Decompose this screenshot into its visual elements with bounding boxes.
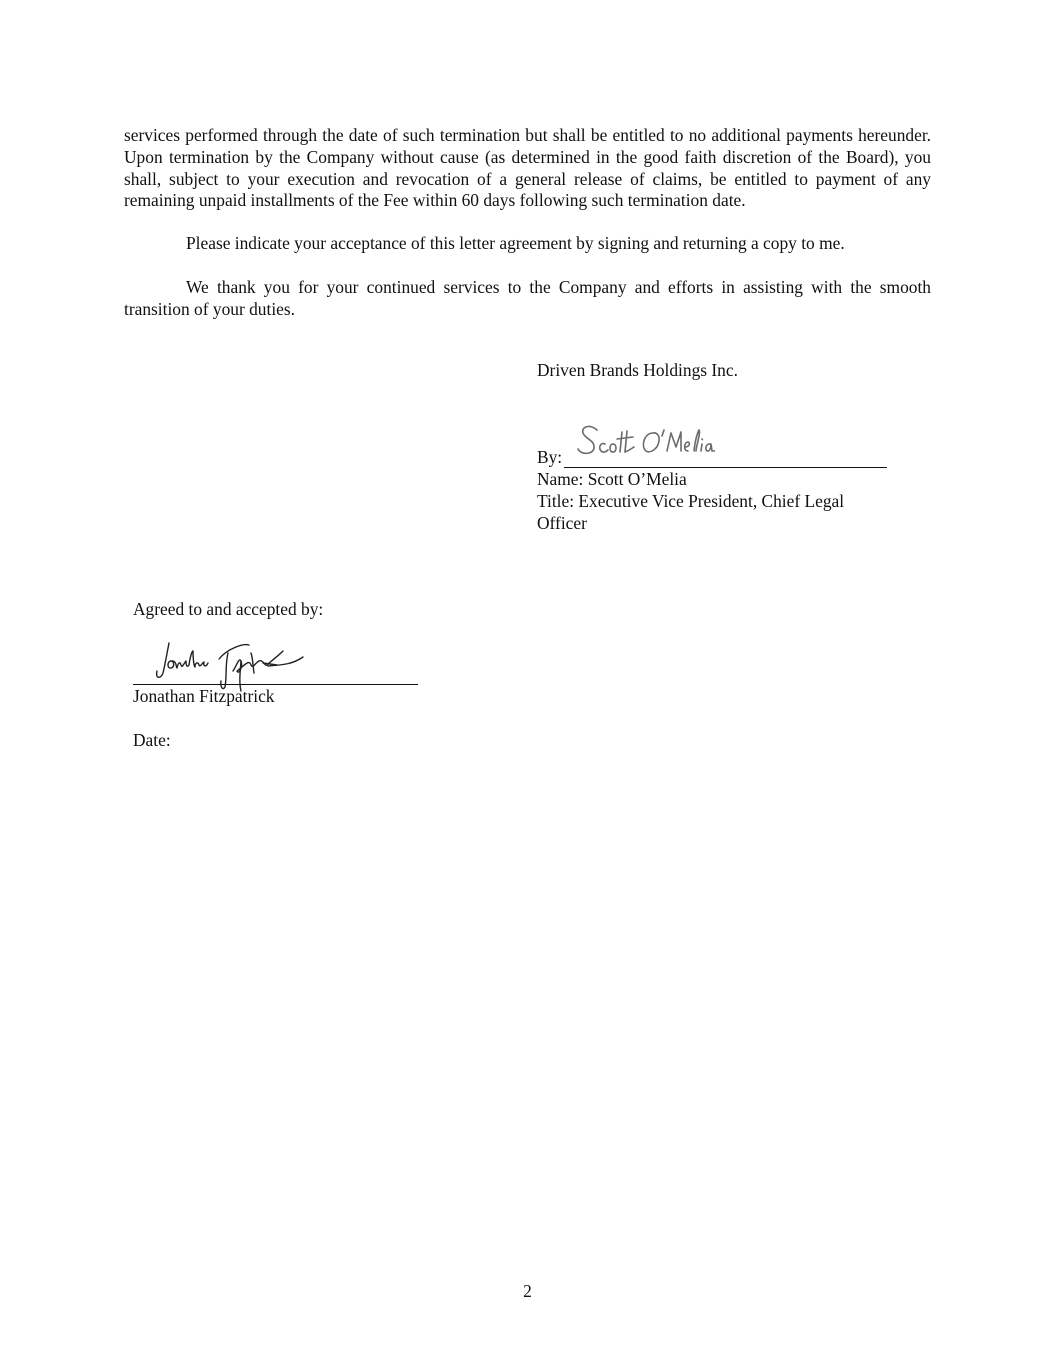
agreed-label: Agreed to and accepted by: [133,599,324,619]
page-number: 2 [523,1281,532,1301]
body-paragraph-thanks: We thank you for your continued services to the Company and efforts in assisting with the smooth transition of your duties. [124,277,931,319]
body-paragraph-acceptance-request: Please indicate your acceptance of this letter agreement by signing and returning a copy to me. [186,233,845,253]
company-name: Driven Brands Holdings Inc. [537,360,738,380]
signatory-name: Name: Scott O’Melia [537,469,687,489]
recipient-name: Jonathan Fitzpatrick [133,686,275,706]
by-label: By: [537,447,563,467]
company-signature-line [564,467,887,468]
date-label: Date: [133,730,171,750]
signatory-title: Title: Executive Vice President, Chief Legal Officer [537,491,845,533]
body-paragraph-termination: services performed through the date of such termination but shall be entitled to no additional payments hereunder. Upon termination by the Company without cause (as determined in the good faith discretion of the Board), you shall, subject to your execution and revocation of a general release of claims, be entitled to payment of any remaining unpaid installments of the Fee within 60 days following such termination date. [124,125,931,211]
recipient-signature-line [133,684,418,685]
company-signature-image [575,420,715,464]
